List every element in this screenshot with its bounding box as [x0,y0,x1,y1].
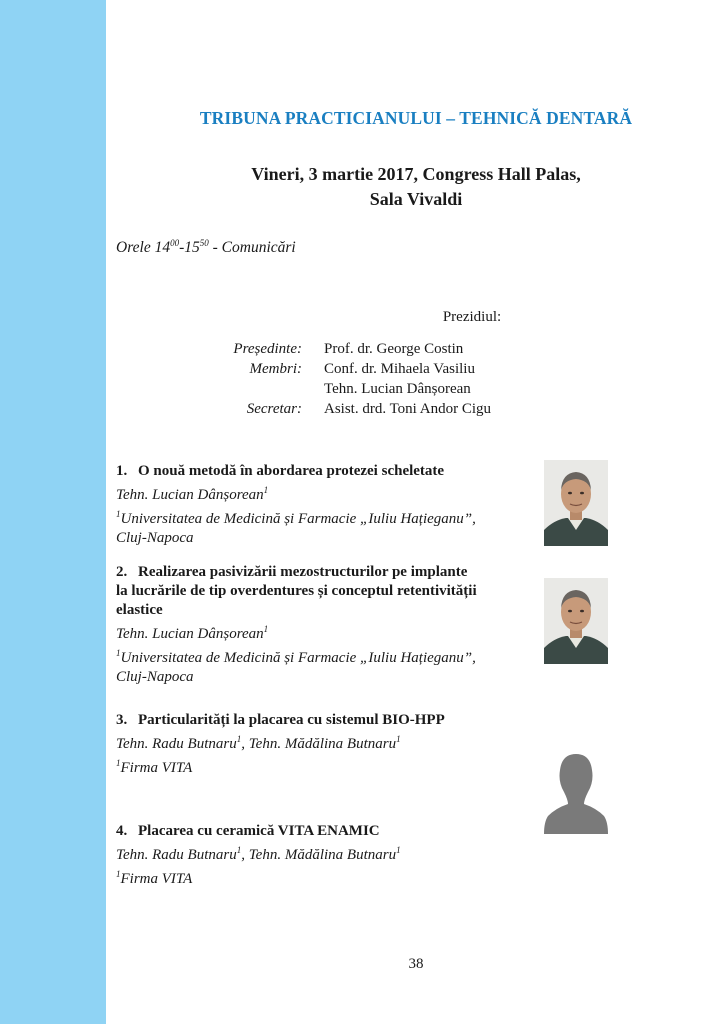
item-title [116,462,536,481]
author-name-b: Tehn. Mădălina Butnaru [248,847,397,863]
item-affiliation-2: Cluj-Napoca [116,669,194,685]
date-line-2: Sala Vivaldi [369,189,463,209]
item-title-text: O nouă metodă în abordarea protezei scheletate [138,463,445,479]
item-title-text: Particularități la placarea cu sistemul BIO-HPP [138,712,445,728]
author-b-sup: 1 [396,845,401,855]
hours-end-sup: 50 [199,238,209,248]
speaker-photo-placeholder [544,748,608,834]
section-title: TRIBUNA PRACTICIANULUI – TEHNICĂ DENTARĂ [199,108,633,128]
presidium-name: Tehn. Lucian Dânșorean [324,381,471,397]
presidium-role: Secretar: [246,401,302,417]
hours-end: -15 [179,239,200,257]
document-page [106,0,726,1024]
item-title [116,711,536,730]
item-number: 2. [116,564,128,580]
author-sep: , [241,736,249,752]
item-number: 1. [116,463,128,479]
presidium-row [106,361,726,381]
hours-prefix: Orele 14 [116,239,171,257]
author-name-a: Tehn. Radu Butnaru [116,847,237,863]
item-affiliation-2: Cluj-Napoca [116,530,194,546]
presidium-name: Asist. drd. Toni Andor Cigu [324,401,492,417]
author-name: Tehn. Lucian Dânșorean [116,487,264,503]
presidium-row [106,341,726,361]
item-title [116,822,536,841]
affil-sup: 1 [116,869,121,879]
author-name-a: Tehn. Radu Butnaru [116,736,237,752]
speaker-portrait-image [544,578,608,664]
item-number: 3. [116,712,128,728]
author-a-sup: 1 [236,845,242,855]
presentation-item-4 [116,822,536,889]
session-date-venue [106,162,726,212]
presidium-role: Președinte: [233,341,302,357]
author-sup: 1 [263,624,269,634]
author-name-b: Tehn. Mădălina Butnaru [248,736,397,752]
affil-line-1: Universitatea de Medicină și Farmacie „Iuliu Hațieganu”, [120,511,476,527]
page-number: 38 [408,956,424,972]
speaker-portrait-image [544,460,608,546]
affil-line-1: Firma VITA [120,760,193,776]
item-number: 4. [116,823,128,839]
presentation-item-2 [116,563,536,687]
author-name: Tehn. Lucian Dânșorean [116,626,264,642]
affil-sup: 1 [116,648,121,658]
presidium-table [106,341,726,421]
presidium-role: Membri: [249,361,302,377]
item-title [116,563,536,582]
item-affiliation [116,754,536,778]
presidium-name: Prof. dr. George Costin [324,341,464,357]
presidium-row [106,381,726,401]
presidium-name: Conf. dr. Mihaela Vasiliu [324,361,475,377]
item-affiliation [116,505,536,529]
speaker-photo-1 [544,460,608,546]
item-title-line-3: elastice [116,602,163,618]
person-silhouette-icon [544,748,608,834]
presidium-heading: Prezidiul: [442,309,502,325]
hours-suffix: - Comunicări [208,239,296,257]
left-color-band [0,0,106,1024]
item-title-line-1: Realizarea pasivizării mezostructurilor pe implante [138,564,468,580]
author-sup: 1 [263,485,269,495]
item-author [116,620,536,644]
item-author [116,841,536,865]
item-author [116,730,536,754]
presentation-item-1 [116,462,536,548]
affil-line-1: Universitatea de Medicină și Farmacie „Iuliu Hațieganu”, [120,650,476,666]
affil-sup: 1 [116,758,121,768]
item-title-text: Placarea cu ceramică VITA ENAMIC [138,823,380,839]
presentation-item-3 [116,711,536,778]
item-title-line-2: la lucrările de tip overdentures și conceptul retentivității [116,583,477,599]
speaker-photo-2 [544,578,608,664]
session-hours [116,238,296,257]
hours-start-sup: 00 [170,238,180,248]
affil-line-1: Firma VITA [120,871,193,887]
author-b-sup: 1 [396,734,401,744]
date-line-1: Vineri, 3 martie 2017, Congress Hall Palas, [251,164,581,184]
affil-sup: 1 [116,509,121,519]
author-a-sup: 1 [236,734,242,744]
author-sep: , [241,847,249,863]
presidium-row [106,401,726,421]
item-affiliation [116,644,536,668]
item-author [116,481,536,505]
item-affiliation [116,865,536,889]
